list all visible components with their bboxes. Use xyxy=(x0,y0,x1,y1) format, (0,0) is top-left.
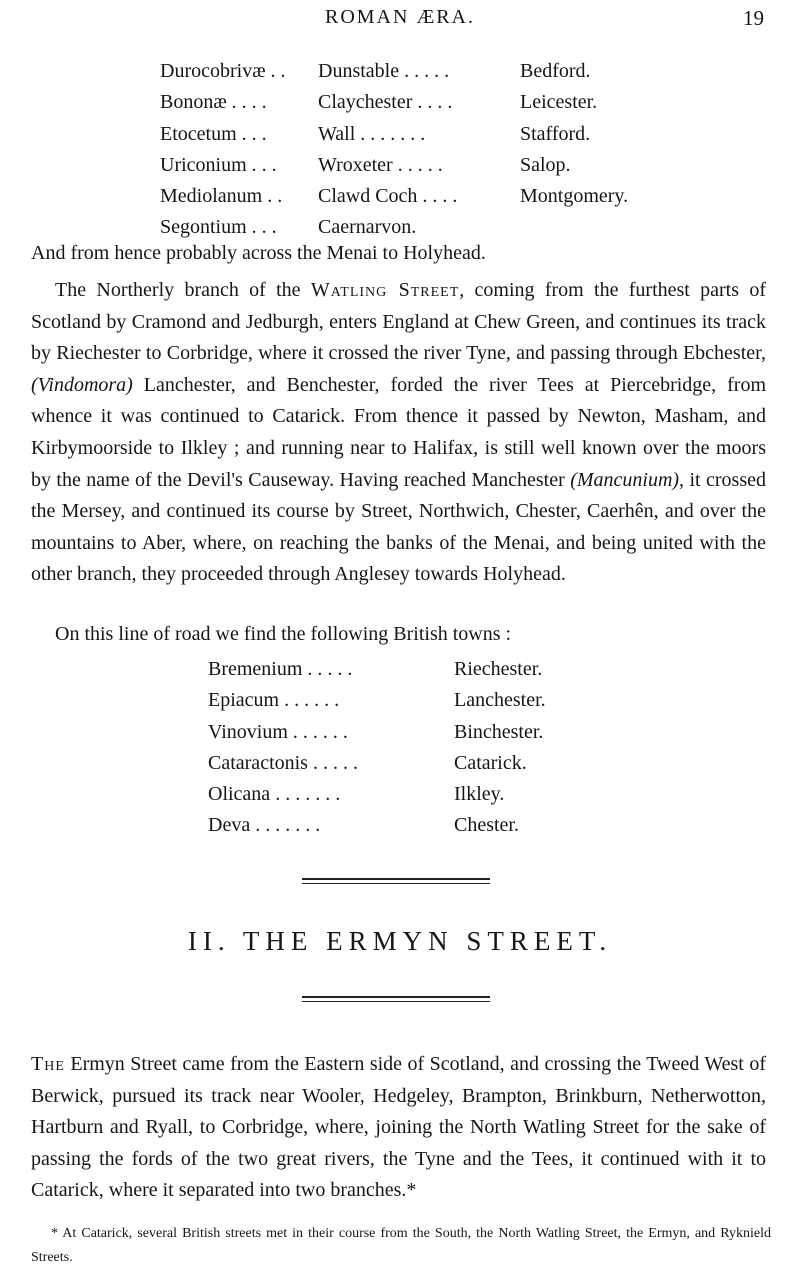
roman-name: Segontium . . . xyxy=(160,216,277,239)
modern-name: Wall . . . . . . . xyxy=(318,122,426,145)
modern-name: Caernarvon. xyxy=(318,216,417,239)
roman-name: Olicana . . . . . . . xyxy=(208,783,341,806)
table-row xyxy=(208,779,546,810)
table-row xyxy=(160,212,628,243)
page-header xyxy=(0,6,800,36)
modern-name: Dunstable . . . . . xyxy=(318,60,450,82)
roman-name: Deva . . . . . . . xyxy=(208,814,321,837)
county-name: Stafford. xyxy=(520,122,591,145)
roman-stations-table xyxy=(160,56,628,244)
roman-name: Etocetum . . . xyxy=(160,122,267,145)
roman-name: Bononæ . . . . xyxy=(160,91,267,114)
modern-name: Binchester. xyxy=(454,720,544,743)
table-row xyxy=(208,810,546,841)
county-name: Montgomery. xyxy=(520,185,629,208)
county-name: Salop. xyxy=(520,153,571,176)
mancunium-italic: (Mancunium) xyxy=(570,468,680,491)
text-run: , coming from the furthest parts of Scotland by Cramond and Jedburgh, enters England at Chew Green, and continues its track by Riechester to Corbridge, where it crossed the river Tyne, and passing through Ebchester, xyxy=(31,279,766,365)
running-head: ROMAN ÆRA. xyxy=(324,6,476,28)
roman-name: Cataractonis . . . . . xyxy=(208,751,358,774)
british-towns-table xyxy=(208,654,546,842)
section-rule-bottom xyxy=(302,996,490,998)
british-towns-line: On this line of road we find the following British towns : xyxy=(55,623,512,645)
page-number: 19 xyxy=(743,6,764,30)
roman-name: Epiacum . . . . . . xyxy=(208,689,340,712)
table-row xyxy=(160,119,628,150)
table-row xyxy=(208,717,546,748)
modern-name: Riechester. xyxy=(454,658,543,680)
table-row xyxy=(160,56,628,87)
section-rule-top xyxy=(302,878,490,880)
modern-name: Catarick. xyxy=(454,751,527,774)
roman-name: Uriconium . . . xyxy=(160,153,277,176)
modern-name: Lanchester. xyxy=(454,689,546,712)
menai-line: And from hence probably across the Menai to Holyhead. xyxy=(31,242,486,264)
roman-name: Mediolanum . . xyxy=(160,185,283,208)
text-run: , it crossed the Mersey, and continued its course by Street, Northwich, Chester, Caerhên, and over the mountains to Aber, where, on reaching the banks of the Menai, and being united with the other branch, they proceeded through Anglesey towards Holyhead. xyxy=(31,468,766,586)
vindomora-italic: (Vindomora) xyxy=(31,373,133,396)
roman-name: Bremenium . . . . . xyxy=(208,658,353,680)
lead-word: The xyxy=(31,1053,65,1075)
modern-name: Claychester . . . . xyxy=(318,91,453,114)
ermyn-street-paragraph xyxy=(31,1049,766,1207)
watling-street-paragraph xyxy=(31,275,766,591)
text-run: The Northerly branch of the xyxy=(55,279,311,301)
section-rule-bottom-thin xyxy=(302,1001,490,1002)
table-row xyxy=(208,654,546,685)
text-run: Ermyn Street came from the Eastern side of Scotland, and crossing the Tweed West of Berwick, pursued its track near Wooler, Hedgeley, Brampton, Brinkburn, Netherwotton, Hartburn and Ryall, to Corbridge, where, joining the North Watling Street for the sake of passing the fords of the two great rivers, the Tyne and the Tees, it continued with it to Catarick, where it separated into two branches.* xyxy=(31,1053,766,1202)
footnote: * At Catarick, several British streets met in their course from the South, the North Watling Street, the Ermyn, and Ryknield Streets. xyxy=(31,1226,771,1265)
section-rule-top-thin xyxy=(302,883,490,884)
county-name: Leicester. xyxy=(520,91,598,114)
text-run: Lanchester, and Benchester, forded the river Tees at Piercebridge, from whence it was continued to Catarick. From thence it passed by Newton, Masham, and Kirbymoorside to Ilkley ; and running near to Halifax, is still well known over the moors by the name of the Devil's Causeway. Having reached Manchester xyxy=(31,373,766,491)
modern-name: Clawd Coch . . . . xyxy=(318,185,458,208)
table-row xyxy=(160,150,628,181)
modern-name: Ilkley. xyxy=(454,783,505,806)
table-row xyxy=(160,87,628,118)
modern-name: Chester. xyxy=(454,814,519,837)
county-name: Bedford. xyxy=(520,60,591,82)
roman-name: Vinovium . . . . . . xyxy=(208,720,348,743)
modern-name: Wroxeter . . . . . xyxy=(318,153,443,176)
table-row xyxy=(208,685,546,716)
table-row xyxy=(160,181,628,212)
watling-street-name: Watling Street xyxy=(310,279,460,301)
roman-name: Durocobrivæ . . xyxy=(160,60,286,82)
section-title: II. THE ERMYN STREET. xyxy=(187,926,613,956)
table-row xyxy=(208,748,546,779)
